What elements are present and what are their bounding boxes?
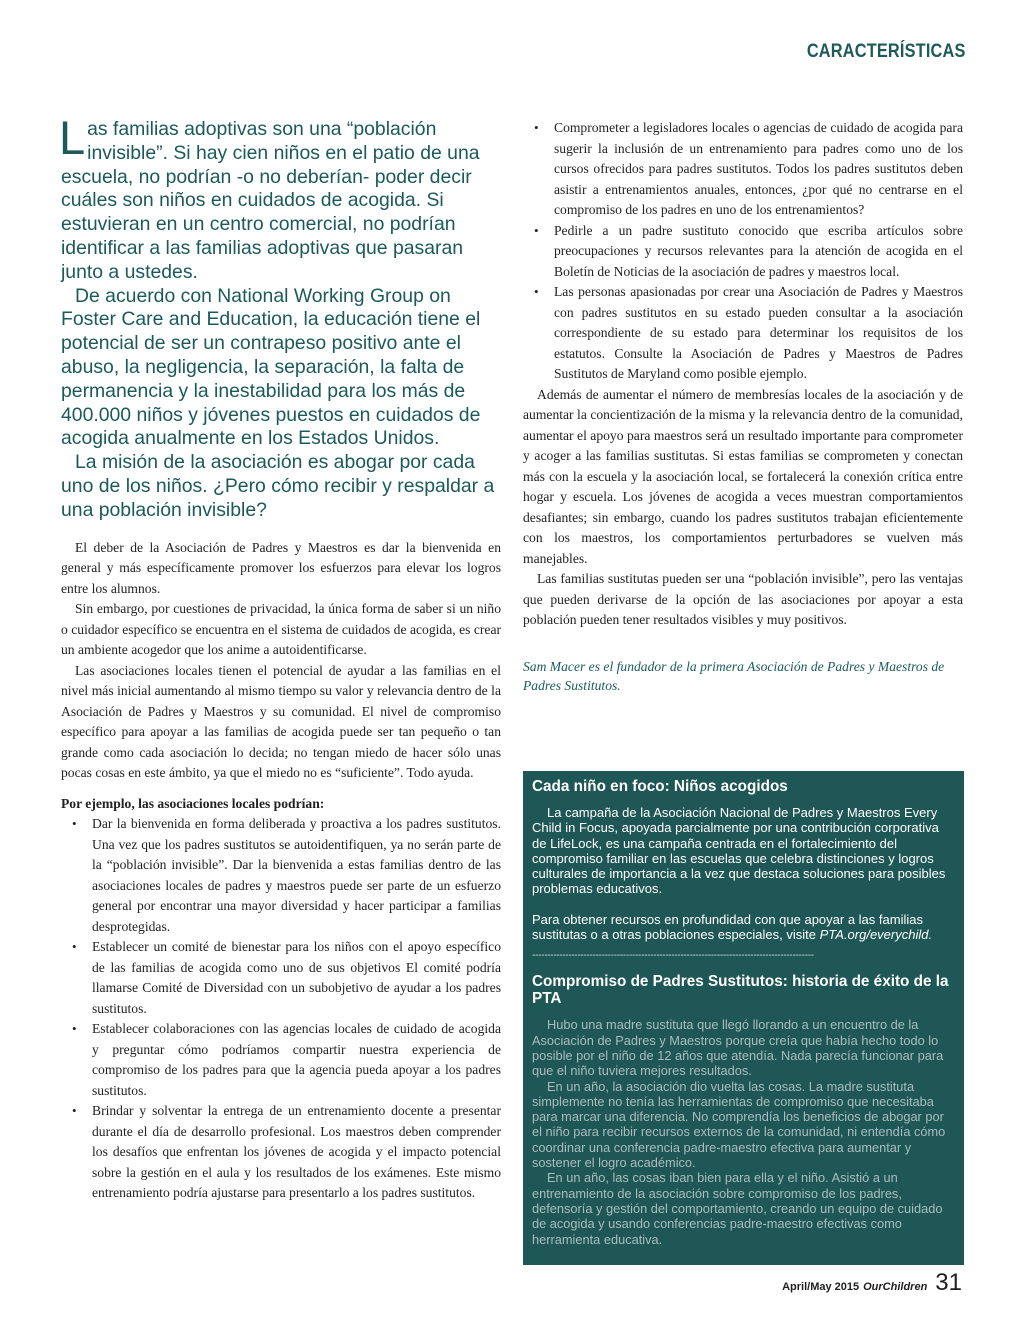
intro-paragraph-1: Las familias adoptivas son una “población invisible”. Si hay cien niños en el patio de una escuela, no podrían -o no deberían- poder decir cuáles son niños en cuidados de acogida. Si estuvieran en un centro comercial, no podrían identificar a las familias adoptivas que pasaran junto a ustedes. bbox=[59, 111, 480, 283]
right-bullet-list bbox=[523, 118, 963, 385]
list-item: • Establecer colaboraciones con las agencias locales de cuidado de acogida y preguntar cómo podríamos compartir nuestra experiencia de compromiso de los padres para que la agencia pueda apoyar a los padres sustitutos. bbox=[92, 1019, 501, 1101]
magazine-name: OurChildren bbox=[863, 1281, 928, 1293]
sidebar-story bbox=[532, 1017, 955, 1246]
page-number: 31 bbox=[935, 1269, 962, 1296]
list-item: • Las personas apasionadas por crear una Asociación de Padres y Maestros con padres sustitutos en su estado pueden consultar a la asociación correspondiente de su estado para determinar los requisitos de los estatutos. Consulte la Asociación de Padres y Maestros de Padres Sustitutos de Maryland como posible ejemplo. bbox=[554, 282, 963, 385]
sidebar-title: Compromiso de Padres Sustitutos: historia de éxito de la PTA bbox=[532, 973, 949, 1008]
right-column bbox=[523, 118, 963, 695]
body-paragraph: Además de aumentar el número de membresías locales de la asociación y de aumentar la concientización de la misma y la relevancia dentro de la comunidad, aumentar el apoyo para maestros será un resultado importante para comprometer y acoger a las familias sustitutas. Si estas familias se comprometen y conectan más con la escuela y la asociación local, se fortalecerá la conexión crítica entre hogar y escuela. Los jóvenes de acogida a veces muestran comportamientos desafiantes; sin embargo, cuando los padres sustitutos trabajan eficientemente con los maestros, los comportamientos perturbadores se vuelven más manejables. bbox=[523, 386, 963, 566]
section-label: CARACTERÍSTICAS bbox=[807, 41, 966, 62]
body-paragraph: Sin embargo, por cuestiones de privacidad, la única forma de saber si un niño o cuidador específico se encuentra en el sistema de cuidados de acogida, es crear un ambiente acogedor que los anime a autoidentificarse. bbox=[61, 601, 501, 658]
sidebar-story-paragraph: En un año, las cosas iban bien para ella y el niño. Asistió a un entrenamiento de la asociación sobre compromiso de los padres, defensoría y gestión del comportamiento, creando un equipo de cuidado de acogida y usando conferencias padre-maestro efectivas como herramienta educativa. bbox=[532, 1170, 943, 1247]
list-item: • Comprometer a legisladores locales o agencias de cuidado de acogida para sugerir la inclusión de un entrenamiento para padres como uno de los cursos ofrecidos para padres sustitutos. Todos los padres sustitutos deben asistir a entrenamientos anuales, entonces, ¿por qué no centrarse en el compromiso de los padres en uno de los entrenamientos? bbox=[554, 118, 963, 221]
body-paragraph: El deber de la Asociación de Padres y Maestros es dar la bienvenida en general y más específicamente promover los esfuerzos para elevar los logros entre los alumnos. bbox=[61, 539, 501, 596]
left-bullet-list bbox=[61, 814, 501, 1204]
sidebar-story-paragraph: En un año, la asociación dio vuelta las cosas. La madre sustituta simplemente no tenía las herramientas de compromiso que necesitaba para marcar una diferencia. No comprendía los beneficios de abogar por el niño para recibir recursos externos de la comunidad, ni entendía cómo coordinar una conferencia padre-maestro efectiva para aumentar y sostener el logro académico. bbox=[532, 1078, 946, 1171]
list-item: • Dar la bienvenida en forma deliberada y proactiva a los padres sustitutos. Una vez que los padres sustitutos se autoidentifiquen, ya no serán parte de la “población invisible”. Dar la bienvenida a estas familias dentro de las asociaciones locales de padres y maestros puede ser parte de un esfuerzo general por encontrar una mayor diversidad y hacer participar a familias desprotegidas. bbox=[92, 814, 501, 937]
drop-cap: L bbox=[59, 111, 86, 164]
intro-text bbox=[59, 111, 501, 523]
intro-paragraph-3: La misión de la asociación es abogar por cada uno de los niños. ¿Pero cómo recibir y respaldar a una población invisible? bbox=[61, 451, 495, 521]
sidebar-title: Cada niño en foco: Niños acogidos bbox=[532, 778, 788, 795]
left-body-text bbox=[61, 538, 501, 1204]
sidebar-link[interactable]: PTA.org/everychild. bbox=[819, 927, 933, 943]
intro-paragraph-2: De acuerdo con National Working Group on Foster Care and Education, la educación tiene el potencial de ser un contrapeso positivo ante el abuso, la negligencia, la separación, la falta de permanencia y la inestabilidad para los más de 400.000 niños y jóvenes puestos en cuidados de acogida anualmente en los Estados Unidos. bbox=[61, 284, 481, 450]
body-paragraph: Las asociaciones locales tienen el potencial de ayudar a las familias en el nivel más inicial aumentando al mismo tiempo su valor y relevancia dentro de la Asociación de Padres y Maestros y su comunidad. El nivel de compromiso específico para apoyar a las familias de acogida puede ser tan pequeño o tan grande como cada asociación lo decida; no tengan miedo de hacer sólo unas pocas cosas en este ámbito, ya que el miedo no es “suficiente”. Todo ayuda. bbox=[61, 662, 501, 781]
sidebar-story-paragraph: Hubo una madre sustituta que llegó llorando a un encuentro de la Asociación de Padres y Maestros porque creía que había hecho todo lo posible por el niño de 12 años que atendía. Nada parecía funcionar para que el niño tuviera mejores resultados. bbox=[532, 1017, 944, 1079]
list-item: • Establecer un comité de bienestar para los niños con el apoyo específico de las familias de acogida como uno de sus objetivos El comité podría llamarse Comité de Diversidad con un subobjetivo de ayudar a los padres sustitutos. bbox=[92, 937, 501, 1019]
sidebar-paragraph: Para obtener recursos en profundidad con que apoyar a las familias sustitutas o a otras poblaciones especiales, visite PTA.org/everychild. bbox=[532, 911, 933, 943]
sidebar-paragraph: La campaña de la Asociación Nacional de Padres y Maestros Every Child in Focus, apoyada parcialmente por una contribución corporativa de LifeLock, es una campaña centrada en el fortalecimiento del compromiso familiar en las escuelas que celebra distinciones y logros culturales de importancia a la vez que destaca soluciones para posibles problemas educativos. bbox=[532, 805, 946, 897]
list-item: • Brindar y solventar la entrega de un entrenamiento docente a presentar durante el día de desarrollo profesional. Los maestros deben comprender los desafíos que enfrentan los jóvenes de acogida y el impacto potencial sobre la gestión en el aula y los resultados de los exámenes. Este mismo entrenamiento podría ajustarse para presentarlo a los padres sustitutos. bbox=[92, 1101, 501, 1204]
list-item: • Pedirle a un padre sustituto conocido que escriba artículos sobre preocupaciones y recursos relevantes para la atención de acogida en el Boletín de Noticias de la asociación de padres y maestros local. bbox=[554, 221, 963, 283]
page-footer bbox=[782, 1269, 962, 1297]
left-column bbox=[59, 111, 501, 1204]
issue-date: April/May 2015 bbox=[782, 1281, 860, 1293]
author-byline: Sam Macer es el fundador de la primera Asociación de Padres y Maestros de Padres Sustitutos. bbox=[523, 658, 945, 693]
sidebar-box bbox=[523, 771, 964, 1265]
example-intro: Por ejemplo, las asociaciones locales podrían: bbox=[61, 795, 325, 811]
body-paragraph: Las familias sustitutas pueden ser una “población invisible”, pero las ventajas que pueden derivarse de la opción de las asociaciones por apoyar a esta población pueden tener resultados visibles y muy positivos. bbox=[523, 571, 963, 627]
sidebar-divider: --------------------------------------------------------------------------------------------- bbox=[532, 951, 814, 962]
right-body-text bbox=[523, 118, 963, 631]
